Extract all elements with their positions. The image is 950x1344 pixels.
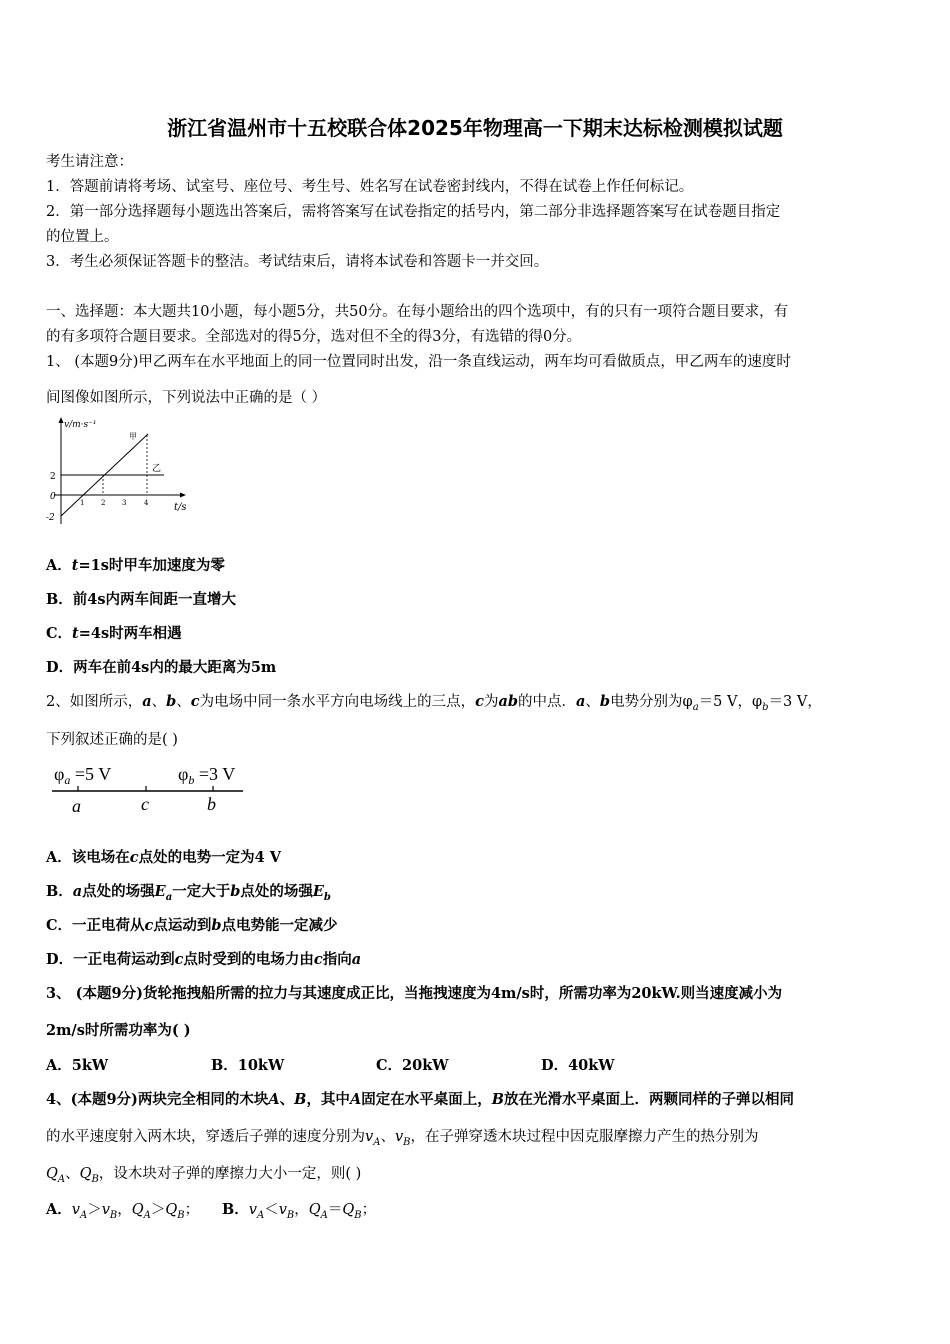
notice-item-2a: 2．第一部分选择题每小题选出答案后，需将答案写在试卷指定的括号内，第二部分非选择题答案写在试卷题目指定	[46, 204, 781, 220]
x-tick-2: 2	[101, 499, 106, 507]
q2-option-b: B．a点处的场强$E_a$一定大于b点处的场强$E_b$	[46, 883, 331, 903]
q2-stem-2: 下列叙述正确的是( )	[46, 732, 178, 748]
q1-option-b: B．前4s内两车间距一直增大	[46, 591, 237, 608]
phi-b-label: $\varphi_b =3$ V	[178, 764, 236, 787]
y-tick-neg2: -2	[46, 513, 55, 523]
q4-options	[46, 1200, 908, 1226]
q4-stem-3: $Q_A$、$Q_B$，设木块对子弹的摩擦力大小一定，则( )	[46, 1166, 362, 1185]
x-axis-arrow	[180, 493, 186, 498]
x-tick-3: 3	[122, 499, 127, 507]
notice-item-1: 1．答题前请将考场、试室号、座位号、考生号、姓名写在试卷密封线内，不得在试卷上作任何标记。	[46, 179, 694, 195]
q3-option-d: D．40kW	[541, 1057, 615, 1074]
q3-option-b: B．10kW	[211, 1057, 285, 1074]
q1-option-d: D．两车在前4s内的最大距离为5m	[46, 659, 277, 676]
label-jia: 甲	[129, 432, 137, 441]
q1-stem-1: 1、 (本题9分)甲乙两车在水平地面上的同一位置同时出发，沿一条直线运动，两车均可看做质点，甲乙两车的速度时	[46, 354, 791, 370]
q4-option-a: A．$v_A>v_B$，$Q_A>Q_B$；	[46, 1201, 200, 1221]
q1-option-a: A．t=1s时甲车加速度为零	[46, 557, 225, 574]
q1-option-c: C．t=4s时两车相遇	[46, 625, 182, 642]
phi-a-label: $\varphi_a =5$ V	[54, 764, 112, 787]
q1-vt-graph	[44, 414, 204, 526]
y-tick-2: 2	[50, 472, 56, 482]
q4-stem-1: 4、(本题9分)两块完全相同的木块A、B，其中A固定在水平桌面上，B放在光滑水平桌面上．两颗同样的子弹以相同	[46, 1091, 794, 1108]
q3-options	[46, 1056, 908, 1076]
section-instruction-1: 一、选择题：本大题共10小题，每小题5分，共50分。在每小题给出的四个选项中，有的只有一项符合题目要求，有	[46, 304, 789, 320]
label-yi: 乙	[152, 464, 162, 474]
x-tick-1: 1	[80, 499, 85, 507]
y-axis-arrow	[59, 417, 64, 423]
x-tick-4: 4	[144, 499, 149, 507]
q3-option-a: A．5kW	[46, 1057, 109, 1074]
q3-stem-1: 3、 (本题9分)货轮拖拽船所需的拉力与其速度成正比，当拖拽速度为4m/s时，所需功率为20kW.则当速度减小为	[46, 985, 783, 1002]
point-a-label: a	[72, 796, 81, 816]
q2-stem-1: 2、如图所示，a、b、c为电场中同一条水平方向电场线上的三点，c为ab的中点．a、b电势分别为$\varphi_a=5$ V，$\varphi_b=3$ V，	[46, 693, 822, 713]
point-c-label: c	[141, 794, 149, 814]
notice-heading: 考生请注意：	[46, 154, 133, 170]
q4-option-b: B．$v_A<v_B$，$Q_A=Q_B$；	[222, 1201, 377, 1221]
y-axis-label: v/m·s⁻¹	[64, 420, 97, 430]
q2-option-a: A．该电场在c点处的电势一定为4 V	[46, 849, 281, 866]
q3-option-c: C．20kW	[376, 1057, 449, 1074]
y-tick-0: 0	[50, 492, 56, 502]
q3-stem-2: 2m/s时所需功率为( )	[46, 1022, 191, 1039]
q2-field-line-figure	[48, 758, 258, 820]
point-b-label: b	[207, 794, 216, 814]
x-axis-label: t/s	[174, 502, 187, 513]
q2-option-d: D．一正电荷运动到c点时受到的电场力由c指向a	[46, 951, 362, 968]
notice-item-3: 3．考生必须保证答题卡的整洁。考试结束后，请将本试卷和答题卡一并交回。	[46, 254, 549, 270]
q1-stem-2: 间图像如图所示，下列说法中正确的是（ ）	[46, 390, 327, 406]
notice-item-2b: 的位置上。	[46, 229, 119, 245]
q2-option-c: C．一正电荷从c点运动到b点电势能一定减少	[46, 917, 338, 934]
q4-stem-2: 的水平速度射入两木块，穿透后子弹的速度分别为$v_A$、$v_B$，在子弹穿透木块过程中因克服摩擦力产生的热分别为	[46, 1129, 759, 1148]
page-title: 浙江省温州市十五校联合体2025年物理高一下期末达标检测模拟试题	[167, 116, 783, 140]
section-instruction-2: 的有多项符合题目要求。全部选对的得5分，选对但不全的得3分，有选错的得0分。	[46, 329, 582, 345]
